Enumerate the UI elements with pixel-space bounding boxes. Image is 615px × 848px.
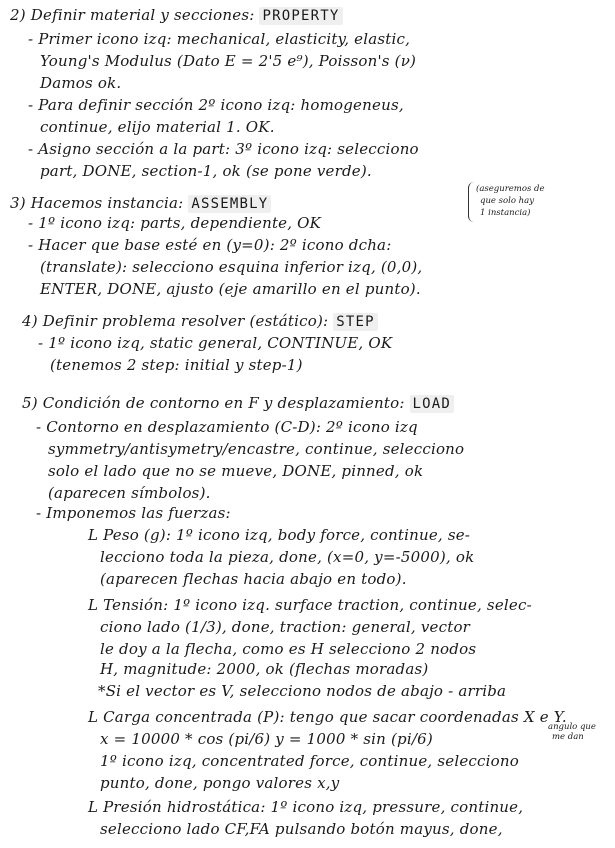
side-note-brace	[468, 182, 475, 222]
force-concentrated-line: L Carga concentrada (P): tengo que sacar coordenadas X e Y.	[88, 708, 567, 726]
step-keyword: STEP	[333, 313, 378, 331]
angle-note: angulo que	[548, 722, 596, 732]
section-2-line: continue, elijo material 1. OK.	[40, 118, 275, 136]
force-concentrated-line: punto, done, pongo valores x,y	[100, 774, 340, 792]
side-note-line: (aseguremos de	[476, 184, 545, 194]
force-traction-note: *Si el vector es V, selecciono nodos de abajo - arriba	[98, 682, 507, 700]
assembly-keyword: ASSEMBLY	[188, 195, 271, 213]
section-2-line: - Para definir sección 2º icono izq: homogeneus,	[28, 96, 404, 114]
force-traction-line: H, magnitude: 2000, ok (flechas moradas)	[100, 660, 429, 678]
force-concentrated-formula: x = 10000 * cos (pi/6) y = 1000 * sin (pi/6)	[100, 730, 433, 748]
angle-note: me dan	[552, 732, 584, 742]
section-5-line: symmetry/antisymetry/encastre, continue, selecciono	[48, 440, 465, 458]
property-keyword: PROPERTY	[259, 7, 342, 25]
force-traction-line: L Tensión: 1º icono izq. surface traction, continue, selec-	[88, 596, 532, 614]
section-3-line: ENTER, DONE, ajusto (eje amarillo en el punto).	[40, 280, 421, 298]
section-2-line: Damos ok.	[40, 74, 122, 92]
force-concentrated-line: 1º icono izq, concentrated force, continue, selecciono	[100, 752, 519, 770]
section-5-line: - Contorno en desplazamiento (C-D): 2º icono izq	[36, 418, 418, 436]
section-4-line: - 1º icono izq, static general, CONTINUE, OK	[38, 334, 393, 352]
section-5-line: - Imponemos las fuerzas:	[36, 504, 231, 522]
section-5-line: (aparecen símbolos).	[48, 484, 211, 502]
force-traction-line: le doy a la flecha, como es H selecciono 2 nodos	[100, 640, 477, 658]
section-2-line: - Primer icono izq: mechanical, elasticity, elastic,	[28, 30, 411, 48]
section-3-heading	[10, 194, 271, 213]
section-5-heading	[22, 394, 454, 413]
section-2-line: - Asigno sección a la part: 3º icono izq: selecciono	[28, 140, 419, 158]
section-4-heading	[22, 312, 378, 331]
section-3-line: - 1º icono izq: parts, dependiente, OK	[28, 214, 322, 232]
section-2-title: 2) Definir material y secciones:	[10, 6, 255, 24]
section-4-line: (tenemos 2 step: initial y step-1)	[50, 356, 303, 374]
force-pressure-line: L Presión hidrostática: 1º icono izq, pressure, continue,	[88, 798, 524, 816]
force-pressure-line: selecciono lado CF,FA pulsando botón mayus, done,	[100, 820, 503, 838]
section-3-line: - Hacer que base esté en (y=0): 2º icono dcha:	[28, 236, 392, 254]
section-3-line: (translate): selecciono esquina inferior izq, (0,0),	[40, 258, 423, 276]
force-traction-line: ciono lado (1/3), done, traction: general, vector	[100, 618, 471, 636]
side-note-line: 1 instancia)	[480, 208, 531, 218]
section-4-title: 4) Definir problema resolver (estático):	[22, 312, 329, 330]
section-5-line: solo el lado que no se mueve, DONE, pinned, ok	[48, 462, 424, 480]
side-note-line: que solo hay	[480, 196, 535, 206]
force-weight-line: lecciono toda la pieza, done, (x=0, y=-5000), ok	[100, 548, 475, 566]
section-3-title: 3) Hacemos instancia:	[10, 194, 184, 212]
section-5-title: 5) Condición de contorno en F y desplazamiento:	[22, 394, 405, 412]
section-2-line: part, DONE, section-1, ok (se pone verde).	[40, 162, 372, 180]
section-2-line: Young's Modulus (Dato E = 2'5 e⁹), Poisson's (ν)	[40, 52, 417, 70]
load-keyword: LOAD	[410, 395, 455, 413]
section-2-heading	[10, 6, 343, 25]
force-weight-line: (aparecen flechas hacia abajo en todo).	[100, 570, 407, 588]
force-weight-line: L Peso (g): 1º icono izq, body force, continue, se-	[88, 526, 471, 544]
